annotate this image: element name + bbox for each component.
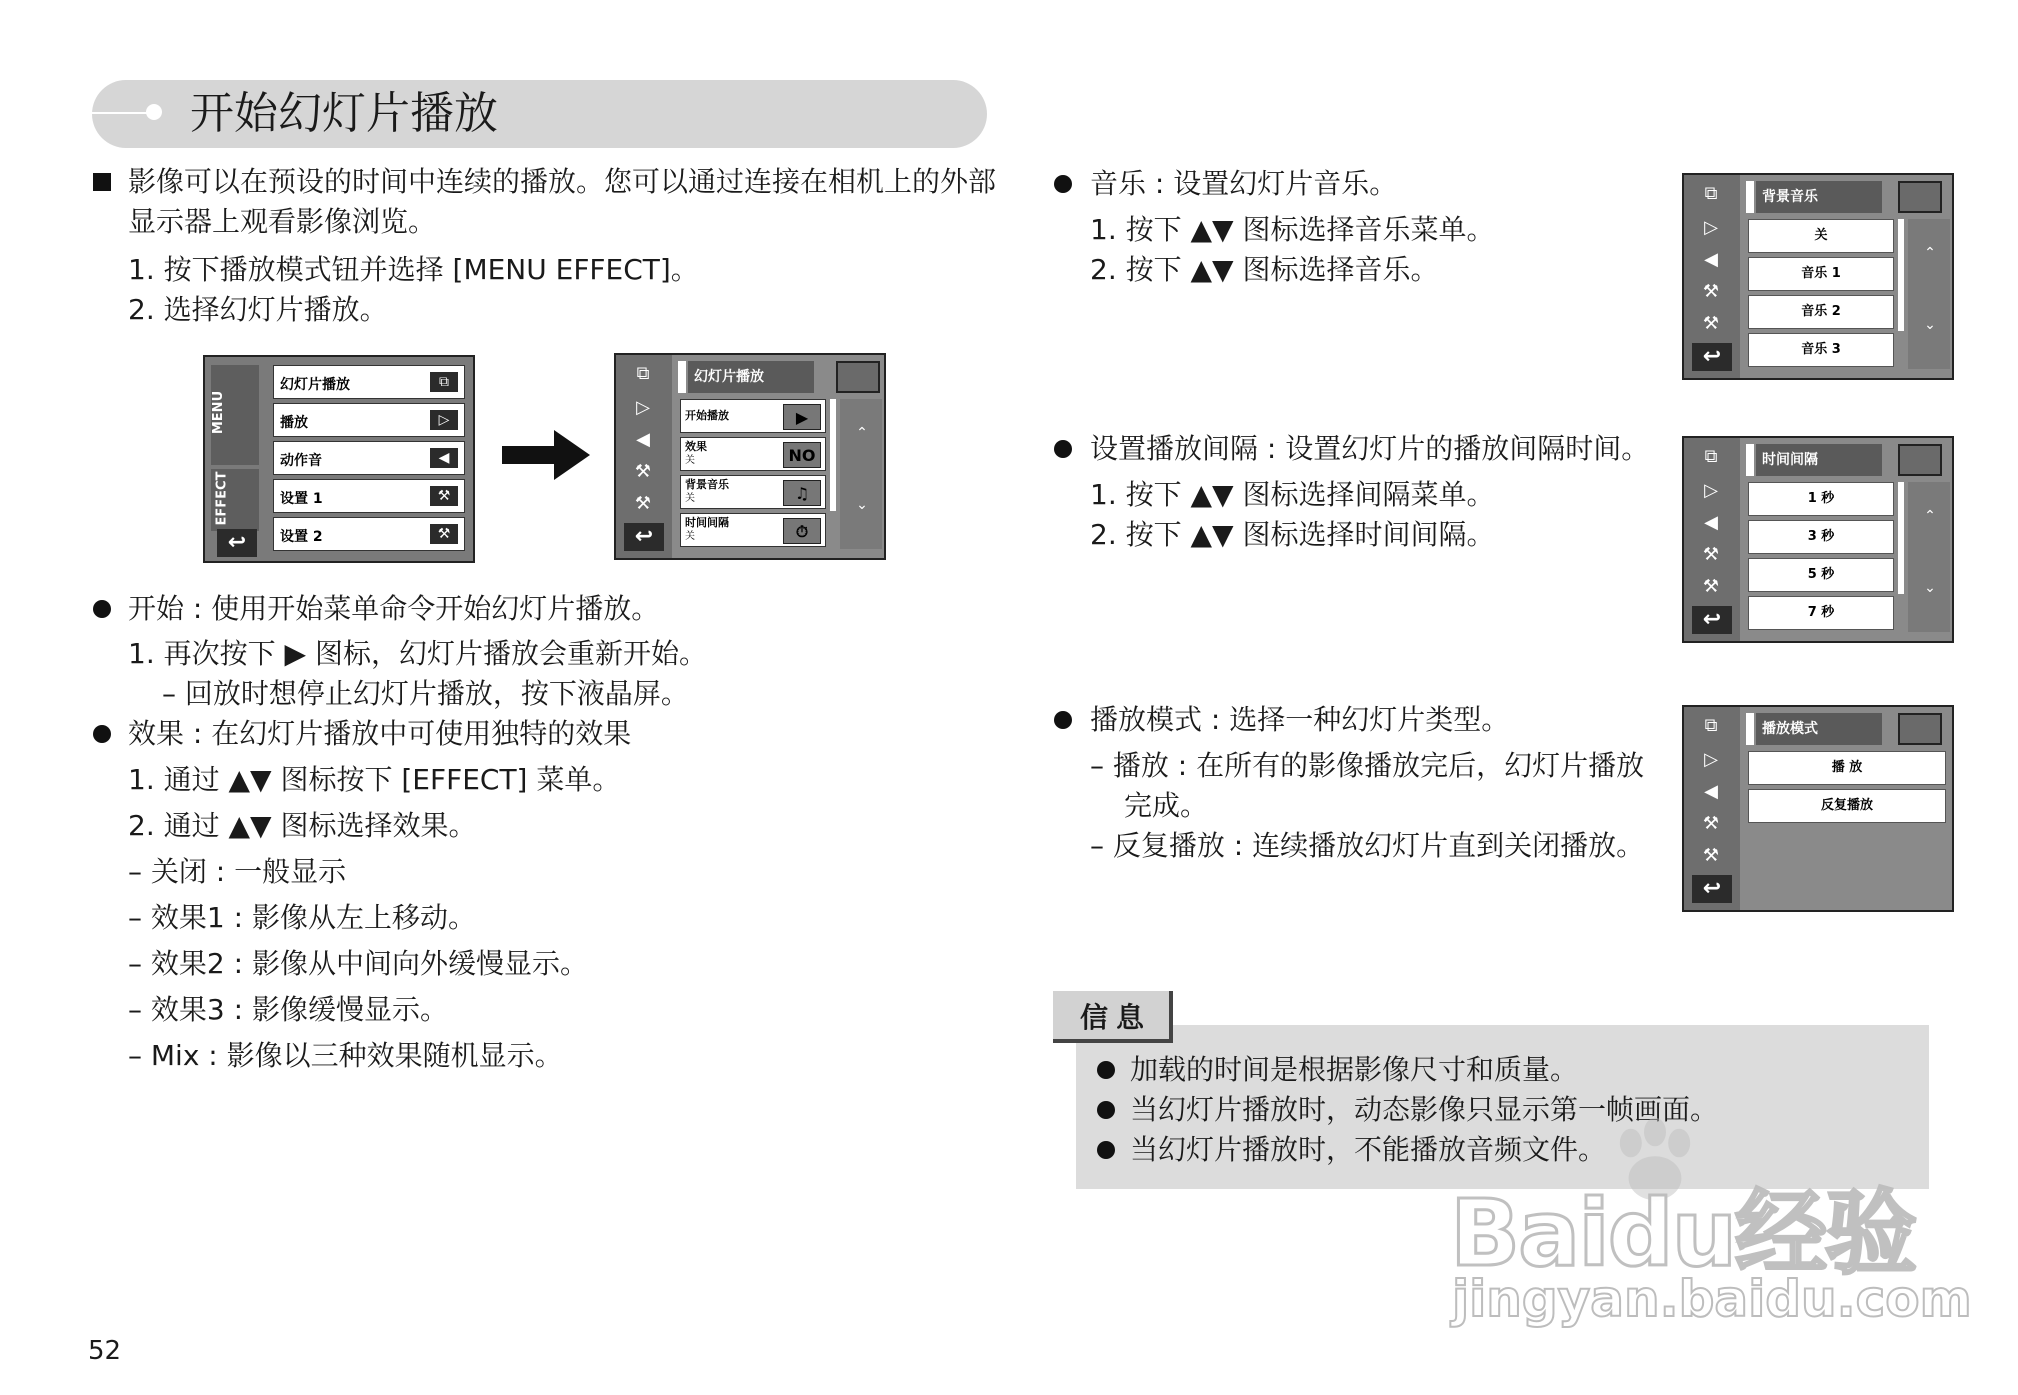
slideshow-icon: ⧉ [1704,446,1718,467]
slideshow-screen [614,353,886,560]
step-2: 2. 选择幻灯片播放。 [128,293,388,326]
option-music-3[interactable]: 音乐 3 [1748,333,1894,367]
menu-item-sound[interactable]: 动作音 ◀ [273,441,465,475]
interval-step-1: 1. 按下 ▲▼ 图标选择间隔菜单。 [1090,478,1495,511]
effect-3: – 效果3 : 影像缓慢显示。 [128,993,448,1026]
option-7s[interactable]: 7 秒 [1748,596,1894,630]
speaker-icon: ◀ [430,448,458,468]
row-effect[interactable]: 效果 关 NO [680,437,826,471]
square-bullet [93,173,111,191]
step-1: 1. 按下播放模式钮并选择 [MENU EFFECT]。 [128,253,699,286]
scroll-down-icon[interactable]: ⌄ [1924,580,1936,596]
play-icon: ▷ [1704,480,1718,501]
page-number: 52 [88,1336,122,1366]
mode-play-line-2: 完成。 [1124,789,1209,822]
info-item-1: 加载的时间是根据影像尺寸和质量。 [1130,1053,1579,1086]
menu-item-play[interactable]: 播放 ▷ [273,403,465,437]
return-icon[interactable]: ↩ [1692,875,1732,903]
start-title: 开始 : 使用开始菜单命令开始幻灯片播放。 [128,592,660,625]
option-repeat[interactable]: 反复播放 [1748,789,1946,823]
tab-effect[interactable]: EFFECT [211,469,259,531]
effect-step-1: 1. 通过 ▲▼ 图标按下 [EFFECT] 菜单。 [128,763,621,796]
row-music[interactable]: 背景音乐 关 ♫ [680,475,826,509]
return-icon[interactable]: ↩ [217,529,257,557]
stack-icon [1898,713,1942,745]
intro-line-2: 显示器上观看影像浏览。 [128,205,437,238]
right-arrow-icon [502,430,592,480]
menu-item-setup2[interactable]: 设置 2 ⚒ [273,517,465,551]
bullet [1097,1141,1115,1159]
slideshow-icon: ⧉ [1704,715,1718,736]
tab-menu[interactable]: MENU [211,365,259,465]
music-title: 音乐 : 设置幻灯片音乐。 [1090,167,1398,200]
return-icon[interactable]: ↩ [624,523,664,551]
slideshow-icon: ⧉ [1704,183,1718,204]
interval-title: 设置播放间隔 : 设置幻灯片的播放间隔时间。 [1090,432,1650,465]
wrench-1-icon: ⚒ [1702,281,1720,302]
speaker-icon: ◀ [636,429,650,450]
info-item-3: 当幻灯片播放时，不能播放音频文件。 [1130,1133,1607,1166]
no-effect-icon: NO [783,442,821,468]
option-1s[interactable]: 1 秒 [1748,482,1894,516]
play-icon: ▶ [783,404,821,430]
stack-icon [1898,181,1942,213]
bullet [93,725,111,743]
scrollbar[interactable] [1898,482,1904,594]
scroll-up-icon[interactable]: ⌃ [1924,508,1936,524]
option-play[interactable]: 播 放 [1748,751,1946,785]
wrench-1-icon: ⚒ [1702,544,1720,565]
intro-line-1: 影像可以在预设的时间中连续的播放。您可以通过连接在相机上的外部 [128,165,997,198]
play-icon: ▷ [1704,749,1718,770]
stack-icon [1898,444,1942,476]
scrollbar[interactable] [1898,219,1904,331]
slideshow-icon: ⧉ [636,363,650,384]
return-icon[interactable]: ↩ [1692,343,1732,371]
row-interval[interactable]: 时间间隔 关 ⏱ [680,513,826,547]
speaker-icon: ◀ [1704,512,1718,533]
menu-item-slideshow[interactable]: 幻灯片播放 ⧉ [273,365,465,399]
menu-screen [203,355,475,563]
screen-header: 幻灯片播放 [688,361,814,393]
return-icon[interactable]: ↩ [1692,606,1732,634]
row-start[interactable]: 开始播放 ▶ [680,399,826,433]
scroll-down-icon[interactable]: ⌄ [856,497,868,513]
info-item-2: 当幻灯片播放时，动态影像只显示第一帧画面。 [1130,1093,1719,1126]
wrench-2-icon: ⚒ [1702,845,1720,866]
speaker-icon: ◀ [1704,781,1718,802]
option-5s[interactable]: 5 秒 [1748,558,1894,592]
music-step-2: 2. 按下 ▲▼ 图标选择音乐。 [1090,253,1439,286]
bullet [1054,711,1072,729]
timer-icon: ⏱ [783,518,821,544]
stack-icon [836,361,880,393]
screen-header: 播放模式 [1756,713,1882,745]
bullet [1054,440,1072,458]
interval-screen [1682,436,1954,643]
wrench-2-icon: ⚒ [1702,313,1720,334]
watermark-url: jingyan.baidu.com [1452,1270,1972,1328]
slideshow-icon: ⧉ [430,372,458,392]
option-music-1[interactable]: 音乐 1 [1748,257,1894,291]
bullet [1054,175,1072,193]
music-step-1: 1. 按下 ▲▼ 图标选择音乐菜单。 [1090,213,1495,246]
scroll-down-icon[interactable]: ⌄ [1924,317,1936,333]
music-off-icon: ♫ [783,480,821,506]
mode-repeat: – 反复播放 : 连续播放幻灯片直到关闭播放。 [1090,829,1645,862]
wrench-1-icon: ⚒ [430,486,458,506]
wrench-1-icon: ⚒ [634,461,652,482]
bullet [93,600,111,618]
music-screen [1682,173,1954,380]
screen-header: 背景音乐 [1756,181,1882,213]
effect-mix: – Mix : 影像以三种效果随机显示。 [128,1039,563,1072]
watermark-logo-text: Baidu经验 [1450,1180,1916,1287]
mode-play-line-1: – 播放 : 在所有的影像播放完后，幻灯片播放 [1090,749,1645,782]
start-step-1: 1. 再次按下 ▶ 图标，幻灯片播放会重新开始。 [128,637,707,670]
title-decoration-dot [146,104,162,120]
option-music-2[interactable]: 音乐 2 [1748,295,1894,329]
play-icon: ▷ [1704,217,1718,238]
wrench-2-icon: ⚒ [1702,576,1720,597]
play-icon: ▷ [430,410,458,430]
play-icon: ▷ [636,397,650,418]
menu-item-setup1[interactable]: 设置 1 ⚒ [273,479,465,513]
wrench-2-icon: ⚒ [634,493,652,514]
scroll-up-icon[interactable]: ⌃ [856,425,868,441]
option-3s[interactable]: 3 秒 [1748,520,1894,554]
info-title: 信息 [1080,1001,1153,1034]
bullet [1097,1101,1115,1119]
page-title: 开始幻灯片播放 [190,88,498,139]
speaker-icon: ◀ [1704,249,1718,270]
effect-step-2: 2. 通过 ▲▼ 图标选择效果。 [128,809,477,842]
scroll-up-icon[interactable]: ⌃ [1924,245,1936,261]
screen-header: 时间间隔 [1756,444,1882,476]
effect-title: 效果 : 在幻灯片播放中可使用独特的效果 [128,717,632,750]
wrench-1-icon: ⚒ [1702,813,1720,834]
wrench-2-icon: ⚒ [430,524,458,544]
bullet [1097,1061,1115,1079]
title-decoration-line [92,112,152,114]
effect-off: – 关闭 : 一般显示 [128,855,347,888]
effect-2: – 效果2 : 影像从中间向外缓慢显示。 [128,947,588,980]
scrollbar[interactable] [830,399,836,511]
mode-screen [1682,705,1954,912]
interval-step-2: 2. 按下 ▲▼ 图标选择时间间隔。 [1090,518,1495,551]
effect-1: – 效果1 : 影像从左上移动。 [128,901,476,934]
start-note: – 回放时想停止幻灯片播放，按下液晶屏。 [162,677,689,710]
option-off[interactable]: 关 [1748,219,1894,253]
mode-title: 播放模式 : 选择一种幻灯片类型。 [1090,703,1510,736]
